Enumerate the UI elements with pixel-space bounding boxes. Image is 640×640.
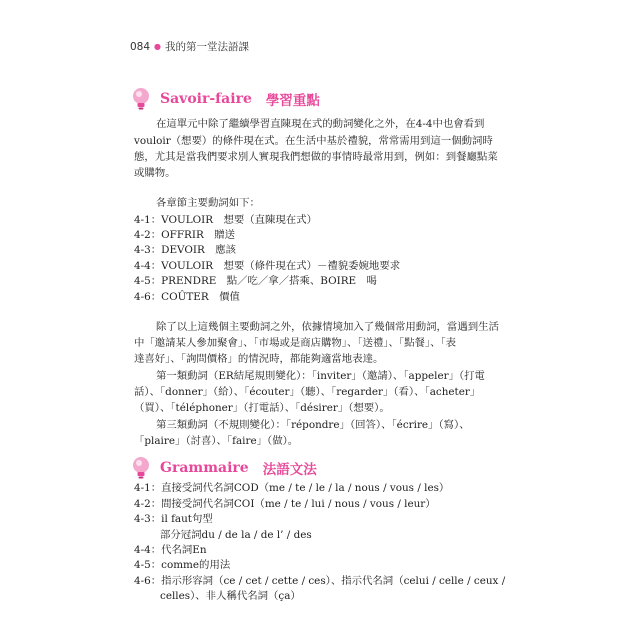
verb-item-4-1: 4-1：VOULOIR 想要（直陳現在式） (134, 213, 317, 226)
more-line-1: 除了以上這幾個主要動詞之外，依據情境加入了幾個常用動詞，當遇到生活 (156, 320, 499, 333)
savoir-faire-heading (128, 86, 320, 112)
lightbulb-icon (128, 86, 154, 112)
grammaire-title-zh: 法語文法 (262, 461, 317, 478)
verb-item-4-6: 4-6：COÛTER 價值 (134, 290, 240, 303)
intro-line-4: 或購物。 (134, 167, 176, 180)
grammar-item-4-2: 4-2：間接受詞代名詞COI（me / te / lui / nous / vous / leur） (134, 497, 436, 510)
grammar-item-4-5: 4-5：comme的用法 (134, 559, 231, 572)
grammar-item-4-6: 4-6：指示形容詞（ce / cet / cette / ces）、指示代名詞（celui / celle / ceux / (134, 574, 506, 587)
more-line-8: 「plaire」（討喜）、「faire」（做）。 (134, 435, 299, 448)
grammar-item-4-3: 4-3：il faut句型 (134, 513, 213, 526)
grammar-item-4-6-cont: celles）、非人稱代名詞（ça） (160, 590, 301, 603)
intro-line-3: 態，尤其是當我們要求別人實現我們想做的事情時最常用到，例如：到餐廳點菜 (134, 150, 498, 163)
savoir-faire-title: Savoir-faire (160, 91, 252, 108)
grammar-item-4-3-sub: 部分冠詞du / de la / de l’ / des (160, 528, 312, 541)
more-line-7: 第三類動詞（不規則變化）：「répondre」（回答）、「écrire」（寫）、 (156, 418, 470, 431)
more-line-2: 中「邀請某人參加聚會」、「市場或是商店購物」、「送禮」、「點餐」、「表 (134, 336, 457, 349)
running-header (130, 39, 249, 54)
more-line-3: 達喜好」、「詢問價格」的情況時，都能夠適當地表達。 (134, 353, 384, 366)
header-dot: ● (154, 42, 162, 52)
savoir-faire-title-zh: 學習重點 (265, 93, 320, 110)
verb-item-4-3: 4-3：DEVOIR 應該 (134, 244, 236, 257)
more-line-6: （買）、「téléphoner」（打電話）、「désirer」（想要）。 (134, 402, 390, 415)
grammaire-heading (128, 455, 317, 481)
grammar-item-4-4: 4-4：代名詞En (134, 543, 207, 556)
intro-line-1: 在這單元中除了繼續學習直陳現在式的動詞變化之外，在4-4中也會看到 (156, 118, 485, 131)
intro-line-2: vouloir（想要）的條件現在式。在生活中基於禮貌，常常需用到這一個動詞時 (134, 134, 493, 147)
page-number: 084 (130, 40, 151, 53)
grammar-item-4-1: 4-1：直接受詞代名詞COD（me / te / le / la / nous / vous / les） (134, 482, 450, 495)
verb-item-4-5: 4-5：PRENDRE 點／吃／拿／搭乘、BOIRE 喝 (134, 275, 377, 288)
more-line-5: 話）、「donner」（給）、「écouter」（聽）、「regarder」（看）、「acheter」 (134, 386, 481, 398)
grammaire-title: Grammaire (160, 459, 249, 476)
verbs-intro: 各章節主要動詞如下： (156, 197, 260, 210)
more-line-4: 第一類動詞（ER結尾規則變化）：「inviter」（邀請）、「appeler」（打電 (156, 369, 485, 382)
lightbulb-icon (128, 455, 154, 481)
book-title: 我的第一堂法語課 (165, 41, 250, 54)
verb-item-4-4: 4-4：VOULOIR 想要（條件現在式）－禮貌委婉地要求 (134, 259, 401, 272)
verb-item-4-2: 4-2：OFFRIR 贈送 (134, 228, 235, 241)
